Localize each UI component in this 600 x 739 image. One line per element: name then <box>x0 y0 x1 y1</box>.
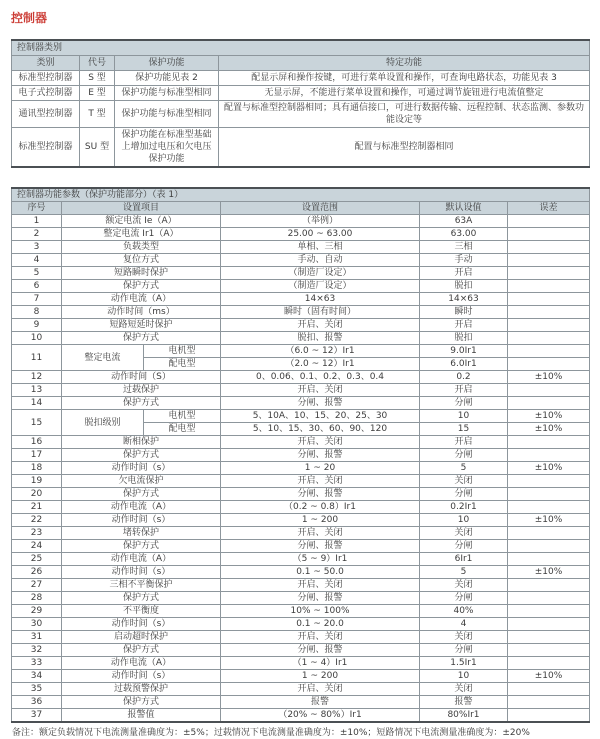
parameter-row <box>12 267 590 280</box>
error-cell <box>508 475 590 488</box>
sub-type-cell: 电机型 <box>144 410 221 423</box>
default-value-cell: 关闭 <box>420 527 508 540</box>
specific-function-cell: 配显示屏和操作按键，可进行菜单设置和操作，可查询电路状态，功能见表 3 <box>219 71 590 86</box>
setting-item-cell: 保护方式 <box>62 696 221 709</box>
error-cell <box>508 605 590 618</box>
row-number-cell: 16 <box>12 436 62 449</box>
row-number-cell: 34 <box>12 670 62 683</box>
setting-item-cell: 动作电流（A） <box>62 657 221 670</box>
setting-range-cell: （20% ~ 80%）Ir1 <box>221 709 420 723</box>
setting-item-cell: 保护方式 <box>62 592 221 605</box>
setting-range-cell: 开启、关闭 <box>221 475 420 488</box>
setting-range-cell: （1 ~ 4）Ir1 <box>221 657 420 670</box>
default-value-cell: 10 <box>420 410 508 423</box>
setting-range-cell: 分闸、报警 <box>221 592 420 605</box>
protection-function-cell: 保护功能与标准型相同 <box>115 86 219 101</box>
row-number-cell: 35 <box>12 683 62 696</box>
setting-range-cell: 瞬时（固有时间） <box>221 306 420 319</box>
row-number-cell: 24 <box>12 540 62 553</box>
error-cell <box>508 644 590 657</box>
row-number-cell: 22 <box>12 514 62 527</box>
default-value-cell: 分闸 <box>420 592 508 605</box>
setting-item-cell: 保护方式 <box>62 540 221 553</box>
setting-range-cell: 开启、关闭 <box>221 319 420 332</box>
parameter-row <box>12 644 590 657</box>
protection-function-cell: 保护功能与标准型相同 <box>115 101 219 128</box>
parameter-row <box>12 605 590 618</box>
row-number-cell: 36 <box>12 696 62 709</box>
default-value-cell: 63A <box>420 215 508 228</box>
default-value-cell: 40% <box>420 605 508 618</box>
error-cell: ±10% <box>508 566 590 579</box>
setting-range-cell: 5、10、15、30、60、90、120 <box>221 423 420 436</box>
table2-header-row <box>12 202 590 215</box>
row-number-cell: 30 <box>12 618 62 631</box>
parameter-row <box>12 436 590 449</box>
setting-item-cell: 保护方式 <box>62 449 221 462</box>
controller-type-row <box>12 128 590 168</box>
setting-item-cell: 保护方式 <box>62 280 221 293</box>
row-number-cell: 5 <box>12 267 62 280</box>
setting-range-cell: 开启、关闭 <box>221 579 420 592</box>
setting-range-cell: 分闸、报警 <box>221 397 420 410</box>
parameter-row <box>12 345 590 358</box>
error-cell: ±10% <box>508 462 590 475</box>
row-number-cell: 3 <box>12 241 62 254</box>
parameter-row <box>12 657 590 670</box>
row-number-cell: 31 <box>12 631 62 644</box>
setting-item-cell: 动作电流（A） <box>62 553 221 566</box>
error-cell <box>508 397 590 410</box>
setting-item-cell: 负载类型 <box>62 241 221 254</box>
row-number-cell: 2 <box>12 228 62 241</box>
error-cell <box>508 553 590 566</box>
default-value-cell: 6Ir1 <box>420 553 508 566</box>
default-value-cell: 10 <box>420 670 508 683</box>
error-cell <box>508 345 590 358</box>
parameter-row <box>12 696 590 709</box>
column-header-setting-range: 设置范围 <box>221 202 420 215</box>
parameter-row <box>12 540 590 553</box>
parameter-row <box>12 306 590 319</box>
default-value-cell: 报警 <box>420 696 508 709</box>
controller-type-row <box>12 71 590 86</box>
error-cell <box>508 358 590 371</box>
setting-range-cell: 0、0.06、0.1、0.2、0.3、0.4 <box>221 371 420 384</box>
row-number-cell: 13 <box>12 384 62 397</box>
setting-item-cell: 不平衡度 <box>62 605 221 618</box>
parameter-row <box>12 228 590 241</box>
row-number-cell: 20 <box>12 488 62 501</box>
default-value-cell: 三相 <box>420 241 508 254</box>
default-value-cell: 10 <box>420 514 508 527</box>
parameter-row <box>12 384 590 397</box>
parameter-row <box>12 397 590 410</box>
setting-item-cell: 动作时间（s） <box>62 514 221 527</box>
parameter-row <box>12 410 590 423</box>
error-cell <box>508 709 590 723</box>
table2-caption-row <box>12 188 590 202</box>
default-value-cell: 关闭 <box>420 475 508 488</box>
default-value-cell: 手动 <box>420 254 508 267</box>
error-cell <box>508 579 590 592</box>
setting-range-cell: 14×63 <box>221 293 420 306</box>
protection-function-cell: 保护功能在标准型基础上增加过电压和欠电压保护功能 <box>115 128 219 168</box>
category-cell: 通讯型控制器 <box>12 101 80 128</box>
default-value-cell: 开启 <box>420 319 508 332</box>
row-number-cell: 10 <box>12 332 62 345</box>
error-cell <box>508 319 590 332</box>
column-header-setting-item: 设置项目 <box>62 202 221 215</box>
parameter-row <box>12 319 590 332</box>
error-cell <box>508 657 590 670</box>
error-cell <box>508 215 590 228</box>
default-value-cell: 关闭 <box>420 579 508 592</box>
setting-item-cell: 整定电流 Ir1（A） <box>62 228 221 241</box>
row-number-cell: 37 <box>12 709 62 723</box>
default-value-cell: 6.0Ir1 <box>420 358 508 371</box>
setting-range-cell: 1 ~ 20 <box>221 462 420 475</box>
category-cell: 标准型控制器 <box>12 71 80 86</box>
default-value-cell: 80%Ir1 <box>420 709 508 723</box>
default-value-cell: 关闭 <box>420 683 508 696</box>
setting-item-cell: 动作时间（s） <box>62 618 221 631</box>
default-value-cell: 0.2 <box>420 371 508 384</box>
error-cell <box>508 592 590 605</box>
parameter-row <box>12 566 590 579</box>
default-value-cell: 关闭 <box>420 631 508 644</box>
setting-item-cell: 短路短延时保护 <box>62 319 221 332</box>
setting-range-cell: 开启、关闭 <box>221 384 420 397</box>
setting-item-cell: 断相保护 <box>62 436 221 449</box>
setting-range-cell: （0.2 ~ 0.8）Ir1 <box>221 501 420 514</box>
default-value-cell: 分闸 <box>420 540 508 553</box>
row-number-cell: 14 <box>12 397 62 410</box>
error-cell: ±10% <box>508 514 590 527</box>
setting-range-cell: 开启、关闭 <box>221 527 420 540</box>
column-header-protection: 保护功能 <box>115 56 219 71</box>
setting-range-cell: 25.00 ~ 63.00 <box>221 228 420 241</box>
default-value-cell: 脱扣 <box>420 280 508 293</box>
category-cell: 电子式控制器 <box>12 86 80 101</box>
setting-range-cell: （6.0 ~ 12）Ir1 <box>221 345 420 358</box>
setting-item-cell: 报警值 <box>62 709 221 723</box>
parameter-row <box>12 501 590 514</box>
setting-item-cell: 启动超时保护 <box>62 631 221 644</box>
setting-range-cell: 5、10A、10、15、20、25、30 <box>221 410 420 423</box>
default-value-cell: 5 <box>420 566 508 579</box>
sub-type-cell: 电机型 <box>144 345 221 358</box>
code-cell: E 型 <box>80 86 115 101</box>
setting-item-cell: 动作电流（A） <box>62 501 221 514</box>
error-cell <box>508 449 590 462</box>
setting-item-cell: 保护方式 <box>62 488 221 501</box>
error-cell <box>508 293 590 306</box>
row-number-cell: 1 <box>12 215 62 228</box>
setting-item-cell: 动作时间（s） <box>62 566 221 579</box>
setting-item-cell: 动作电流（A） <box>62 293 221 306</box>
setting-item-cell: 欠电流保护 <box>62 475 221 488</box>
parameter-row <box>12 449 590 462</box>
error-cell <box>508 332 590 345</box>
error-cell <box>508 540 590 553</box>
default-value-cell: 分闸 <box>420 644 508 657</box>
setting-range-cell: （2.0 ~ 12）Ir1 <box>221 358 420 371</box>
specific-function-cell: 无显示屏，不能进行菜单设置和操作，可通过调节旋钮进行电流值整定 <box>219 86 590 101</box>
setting-item-cell: 动作时间（s） <box>62 670 221 683</box>
parameter-row <box>12 293 590 306</box>
setting-item-cell: 额定电流 Ie（A） <box>62 215 221 228</box>
parameter-row <box>12 462 590 475</box>
default-value-cell: 5 <box>420 462 508 475</box>
code-cell: SU 型 <box>80 128 115 168</box>
setting-range-cell: 分闸、报警 <box>221 449 420 462</box>
code-cell: S 型 <box>80 71 115 86</box>
setting-range-cell: 手动、自动 <box>221 254 420 267</box>
default-value-cell: 分闸 <box>420 488 508 501</box>
setting-item-cell: 过载预警保护 <box>62 683 221 696</box>
error-cell <box>508 488 590 501</box>
error-cell <box>508 696 590 709</box>
row-number-cell: 28 <box>12 592 62 605</box>
table1-caption-row <box>12 40 590 56</box>
setting-item-cell: 保护方式 <box>62 397 221 410</box>
setting-range-cell: 单相、三相 <box>221 241 420 254</box>
setting-item-cell: 复位方式 <box>62 254 221 267</box>
default-value-cell: 脱扣 <box>420 332 508 345</box>
parameter-row <box>12 488 590 501</box>
error-cell <box>508 501 590 514</box>
row-number-cell: 23 <box>12 527 62 540</box>
controller-type-row <box>12 86 590 101</box>
setting-item-cell: 过载保护 <box>62 384 221 397</box>
error-cell <box>508 436 590 449</box>
error-cell <box>508 631 590 644</box>
parameter-row <box>12 254 590 267</box>
parameter-row <box>12 631 590 644</box>
setting-item-cell: 整定电流 <box>62 345 144 371</box>
row-number-cell: 26 <box>12 566 62 579</box>
error-cell <box>508 306 590 319</box>
parameter-row <box>12 579 590 592</box>
setting-range-cell: 开启、关闭 <box>221 631 420 644</box>
setting-item-cell: 短路瞬时保护 <box>62 267 221 280</box>
setting-range-cell: 开启、关闭 <box>221 683 420 696</box>
setting-item-cell: 堵转保护 <box>62 527 221 540</box>
code-cell: T 型 <box>80 101 115 128</box>
parameter-row <box>12 215 590 228</box>
parameter-row <box>12 332 590 345</box>
default-value-cell: 14×63 <box>420 293 508 306</box>
setting-range-cell: （举例） <box>221 215 420 228</box>
error-cell: ±10% <box>508 670 590 683</box>
row-number-cell: 15 <box>12 410 62 436</box>
setting-item-cell: 动作时间（s） <box>62 462 221 475</box>
row-number-cell: 32 <box>12 644 62 657</box>
sub-type-cell: 配电型 <box>144 358 221 371</box>
default-value-cell: 开启 <box>420 384 508 397</box>
row-number-cell: 11 <box>12 345 62 371</box>
setting-range-cell: 1 ~ 200 <box>221 670 420 683</box>
error-cell: ±10% <box>508 423 590 436</box>
default-value-cell: 开启 <box>420 436 508 449</box>
column-header-category: 类别 <box>12 56 80 71</box>
table2-caption: 控制器功能参数（保护功能部分）（表 1） <box>12 188 590 202</box>
error-cell: ±10% <box>508 410 590 423</box>
column-header-code: 代号 <box>80 56 115 71</box>
parameter-row <box>12 241 590 254</box>
row-number-cell: 18 <box>12 462 62 475</box>
setting-item-cell: 脱扣级别 <box>62 410 144 436</box>
parameter-row <box>12 514 590 527</box>
row-number-cell: 27 <box>12 579 62 592</box>
row-number-cell: 8 <box>12 306 62 319</box>
setting-range-cell: 报警 <box>221 696 420 709</box>
error-cell <box>508 527 590 540</box>
parameter-row <box>12 683 590 696</box>
row-number-cell: 6 <box>12 280 62 293</box>
setting-item-cell: 保护方式 <box>62 332 221 345</box>
controller-category-table <box>11 39 590 168</box>
parameter-row <box>12 592 590 605</box>
error-cell <box>508 618 590 631</box>
parameter-row <box>12 709 590 723</box>
default-value-cell: 开启 <box>420 267 508 280</box>
error-cell <box>508 384 590 397</box>
row-number-cell: 29 <box>12 605 62 618</box>
row-number-cell: 21 <box>12 501 62 514</box>
row-number-cell: 25 <box>12 553 62 566</box>
parameter-row <box>12 371 590 384</box>
table1-header-row <box>12 56 590 71</box>
table1-caption: 控制器类别 <box>12 40 590 56</box>
default-value-cell: 0.2Ir1 <box>420 501 508 514</box>
controller-type-row <box>12 101 590 128</box>
error-cell <box>508 267 590 280</box>
setting-range-cell: 分闸、报警 <box>221 540 420 553</box>
setting-range-cell: 分闸、报警 <box>221 488 420 501</box>
default-value-cell: 瞬时 <box>420 306 508 319</box>
row-number-cell: 12 <box>12 371 62 384</box>
default-value-cell: 15 <box>420 423 508 436</box>
setting-range-cell: 分闸、报警 <box>221 644 420 657</box>
setting-range-cell: 脱扣、报警 <box>221 332 420 345</box>
setting-item-cell: 动作时间（ms） <box>62 306 221 319</box>
setting-range-cell: 1 ~ 200 <box>221 514 420 527</box>
default-value-cell: 4 <box>420 618 508 631</box>
default-value-cell: 分闸 <box>420 397 508 410</box>
row-number-cell: 9 <box>12 319 62 332</box>
parameter-row <box>12 618 590 631</box>
protection-function-cell: 保护功能见表 2 <box>115 71 219 86</box>
setting-range-cell: 0.1 ~ 20.0 <box>221 618 420 631</box>
row-number-cell: 7 <box>12 293 62 306</box>
sub-type-cell: 配电型 <box>144 423 221 436</box>
error-cell: ±10% <box>508 371 590 384</box>
column-header-specific: 特定功能 <box>219 56 590 71</box>
setting-range-cell: （制造厂设定） <box>221 267 420 280</box>
setting-item-cell: 动作时间（S） <box>62 371 221 384</box>
setting-range-cell: （制造厂设定） <box>221 280 420 293</box>
error-cell <box>508 280 590 293</box>
default-value-cell: 分闸 <box>420 449 508 462</box>
row-number-cell: 17 <box>12 449 62 462</box>
error-cell <box>508 254 590 267</box>
column-header-number: 序号 <box>12 202 62 215</box>
setting-range-cell: 开启、关闭 <box>221 436 420 449</box>
page-title: 控制器 <box>11 11 48 25</box>
category-cell: 标准型控制器 <box>12 128 80 168</box>
footnote: 备注：额定负载情况下电流测量准确度为：±5%；过载情况下电流测量准确度为：±10%；短路情况下电流测量准确度为：±20% <box>12 728 530 738</box>
error-cell <box>508 241 590 254</box>
parameter-row <box>12 670 590 683</box>
row-number-cell: 4 <box>12 254 62 267</box>
setting-range-cell: 0.1 ~ 50.0 <box>221 566 420 579</box>
default-value-cell: 1.5Ir1 <box>420 657 508 670</box>
column-header-default-value: 默认设值 <box>420 202 508 215</box>
error-cell <box>508 683 590 696</box>
specific-function-cell: 配置与标准型控制器相同；具有通信接口，可进行数据传输、远程控制、状态监测、参数功能设定等 <box>219 101 590 128</box>
row-number-cell: 33 <box>12 657 62 670</box>
error-cell <box>508 228 590 241</box>
setting-item-cell: 三相不平衡保护 <box>62 579 221 592</box>
default-value-cell: 63.00 <box>420 228 508 241</box>
parameter-row <box>12 527 590 540</box>
setting-item-cell: 保护方式 <box>62 644 221 657</box>
setting-range-cell: 10% ~ 100% <box>221 605 420 618</box>
column-header-error: 误差 <box>508 202 590 215</box>
parameter-row <box>12 280 590 293</box>
row-number-cell: 19 <box>12 475 62 488</box>
default-value-cell: 9.0Ir1 <box>420 345 508 358</box>
parameter-row <box>12 553 590 566</box>
parameter-row <box>12 475 590 488</box>
setting-range-cell: （5 ~ 9）Ir1 <box>221 553 420 566</box>
function-parameters-table <box>11 187 590 723</box>
specific-function-cell: 配置与标准型控制器相同 <box>219 128 590 168</box>
